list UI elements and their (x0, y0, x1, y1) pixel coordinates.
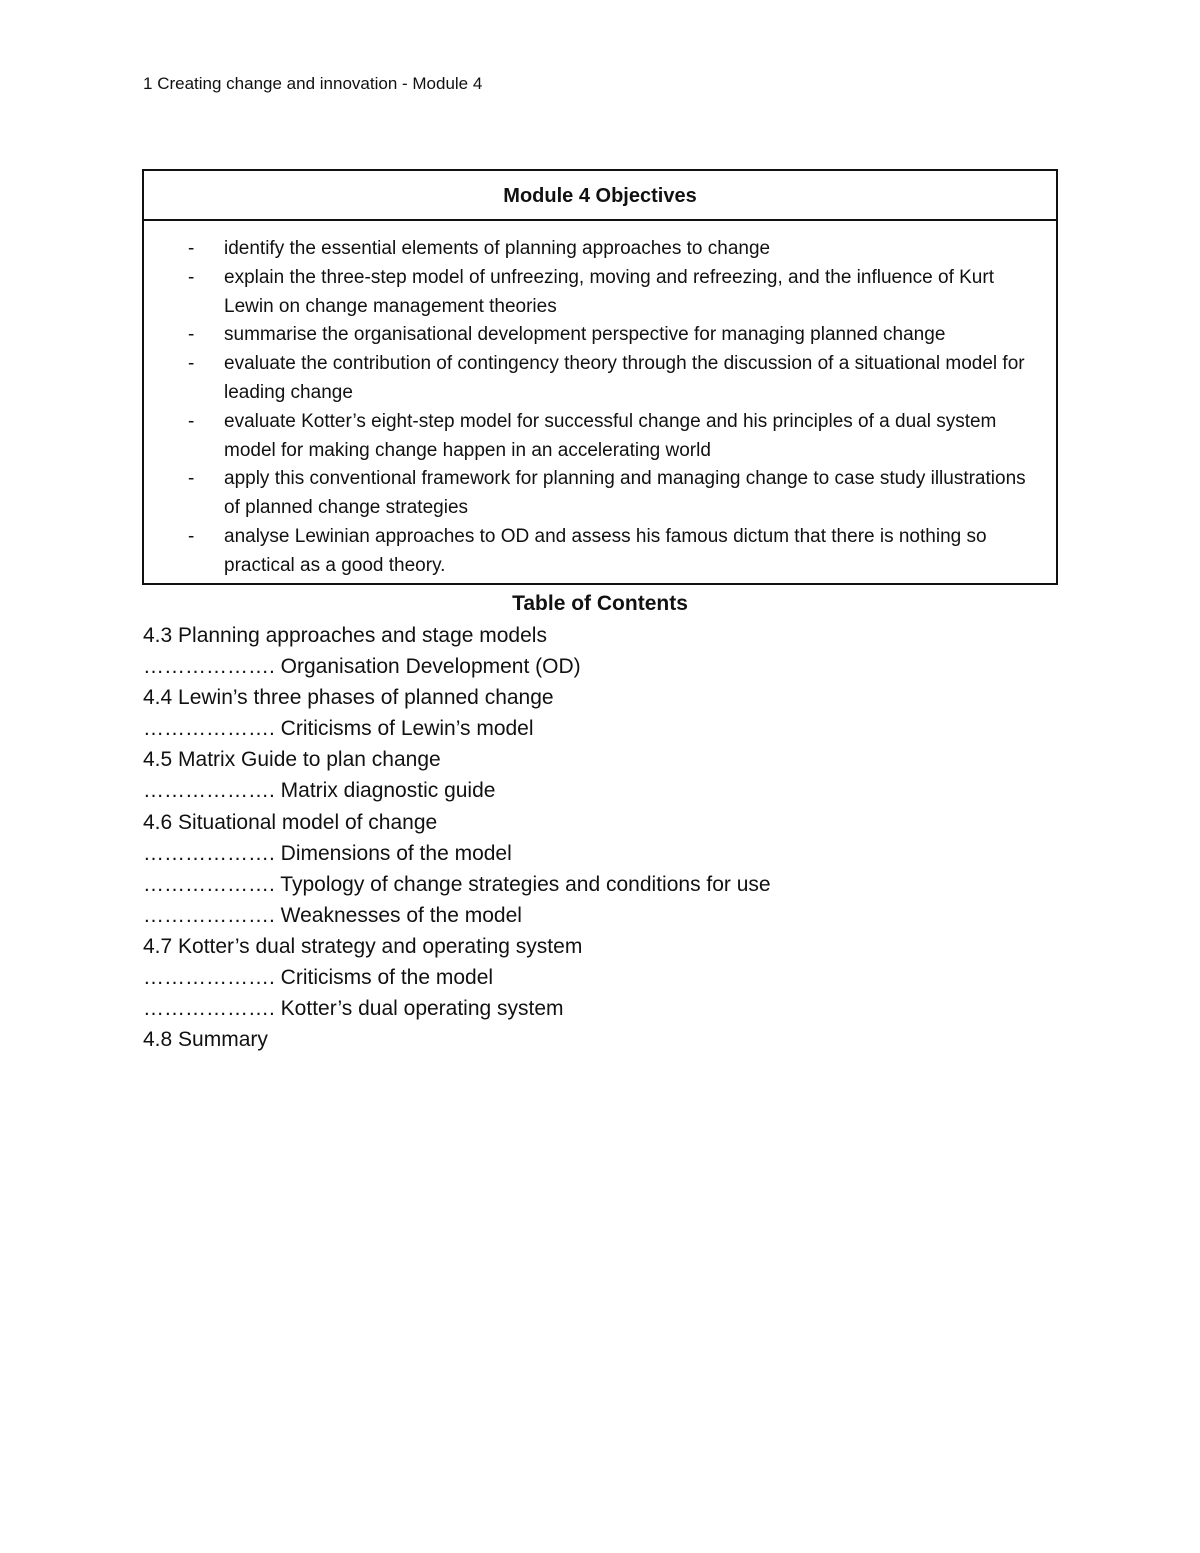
table-of-contents (143, 620, 771, 1055)
toc-title: Table of Contents (512, 592, 688, 615)
objective-text: summarise the organisational development perspective for managing planned change (224, 324, 946, 346)
toc-entry: 4.5 Matrix Guide to plan change (143, 748, 441, 772)
objective-item (188, 465, 1046, 523)
objective-item (188, 408, 1046, 466)
objective-item (188, 235, 1046, 264)
objectives-title: Module 4 Objectives (503, 185, 697, 207)
toc-entry: ………………. Organisation Development (OD) (143, 655, 581, 679)
bullet-dash: - (188, 468, 195, 490)
objective-text: evaluate the contribution of contingency theory through the discussion of a situational model for leading change (224, 353, 1025, 403)
bullet-dash: - (188, 238, 195, 259)
toc-entry: 4.7 Kotter’s dual strategy and operating system (143, 934, 583, 958)
bullet-dash: - (188, 353, 195, 375)
objective-text: explain the three-step model of unfreezing, moving and refreezing, and the influence of Kurt Lewin on change management theories (224, 266, 994, 317)
toc-entry: ………………. Kotter’s dual operating system (143, 997, 564, 1021)
toc-entry: ………………. Dimensions of the model (143, 841, 512, 865)
objectives-list (144, 221, 1056, 581)
objective-item (188, 523, 1046, 581)
toc-entry: 4.8 Summary (143, 1028, 268, 1052)
toc-entry: ………………. Matrix diagnostic guide (143, 779, 496, 803)
toc-entry: ………………. Weaknesses of the model (143, 903, 522, 927)
toc-entry: ………………. Criticisms of Lewin’s model (143, 717, 534, 741)
objectives-header-row (144, 171, 1056, 221)
bullet-dash: - (188, 266, 195, 288)
toc-entry: 4.3 Planning approaches and stage models (143, 624, 547, 647)
toc-entry: ………………. Criticisms of the model (143, 966, 494, 990)
bullet-dash: - (188, 410, 195, 432)
toc-entry: 4.4 Lewin’s three phases of planned change (143, 686, 554, 710)
toc-entry: ………………. Typology of change strategies and conditions for use (143, 872, 771, 896)
bullet-dash: - (188, 525, 195, 547)
objective-item (188, 264, 1046, 322)
page-header (143, 72, 482, 96)
objective-text: evaluate Kotter’s eight-step model for successful change and his principles of a dual system model for making change happen in an accelerating world (224, 410, 997, 461)
document-title: Creating change and innovation - Module 4 (157, 74, 483, 93)
objective-text: identify the essential elements of planning approaches to change (224, 238, 771, 259)
toc-entry: 4.6 Situational model of change (143, 810, 438, 834)
objective-text: apply this conventional framework for planning and managing change to case study illustrations of planned change strategies (224, 468, 1026, 519)
objective-item (188, 321, 1046, 350)
objective-text: analyse Lewinian approaches to OD and assess his famous dictum that there is nothing so practical as a good theory. (224, 525, 987, 576)
page-number: 1 (143, 74, 153, 93)
objective-item (188, 350, 1046, 408)
objectives-table (142, 169, 1058, 585)
bullet-dash: - (188, 324, 195, 346)
